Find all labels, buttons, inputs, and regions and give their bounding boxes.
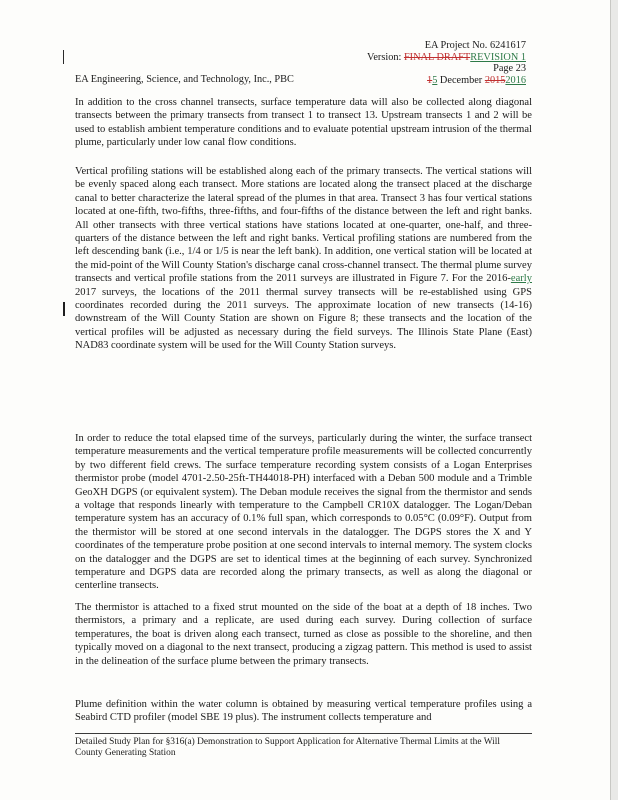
header-change-bar (63, 50, 64, 64)
date-deleted-day: 1 (427, 74, 433, 86)
footer-line-2: County Generating Station (75, 747, 176, 758)
paragraph-diagonal-transects: In addition to the cross channel transects, surface temperature data will also be collected along diagonal transects between the primary transects from transect 1 to transect 13. Upstream transects 1 and 2 will be used to establish ambient temperature conditions and to evaluate potential upstream intrusion of the thermal plume, particularly under low canal flow conditions. (75, 97, 532, 149)
paragraph-vertical-profiling (75, 165, 532, 353)
revision-change-bar (63, 302, 65, 316)
date-month: December (437, 74, 485, 86)
paragraph-vertical-profiling-part-b: 2017 surveys, the locations of the 2011 thermal survey transects will be re-established using GPS coordinates recorded during the 2011 surveys. The approximate location of new transects (14-16) downstream of the Will County Station are shown on Figure 8; these transects and the location of the vertical profiles will be adjusted as necessary during the field surveys. The Illinois State Plane (East) NAD83 coordinate system will be used for the Will County Station surveys. (75, 286, 532, 352)
paragraph-survey-equipment: In order to reduce the total elapsed time of the surveys, particularly during the winter, the surface transect temperature measurements and the vertical temperature profile measurements will be collected concurrently by two different field crews. The surface temperature recording system consists of a Logan Enterprises thermistor probe (model 4701-2.50-25ft-TH44018-PH) interfaced with a Deban 500 module and a Trimble GeoXH DGPS (or equivalent system). The Deban module receives the signal from the thermistor and sends a voltage that responds linearly with temperature to the Campbell CR10X datalogger. The Logan/Deban temperature system has an accuracy of 0.1% full span, which corresponds to 0.05°C (0.09°F). Output from the thermistor will be stored at one second intervals in the datalogger. The DGPS stores the X and Y coordinates of the temperature probe position at one second intervals to internal memory. The system clocks on the datalogger and the DGPS are set to identical times at the beginning of each survey. Synchronized temperature and DGPS data are recorded along the primary transects, as well as along the diagonal or centerline transects. (75, 433, 532, 592)
date-deleted-year: 2015 (484, 74, 506, 86)
page-edge-shadow (611, 0, 618, 800)
header-right-block (367, 40, 526, 86)
paragraph-thermistor: The thermistor is attached to a fixed strut mounted on the side of the boat at a depth of 18 inches. Two thermistors, a primary and a replicate, are used during each survey. During collection of surface temperatures, the boat is driven along each transect, turned as close as possible to the shoreline, and then typically moved on a diagonal to the next transect, producing a zigzag pattern. This method is used to assist in the delineation of the surface plume between the primary transects. (75, 602, 532, 667)
version-line (367, 52, 526, 64)
date-line (367, 75, 526, 87)
version-label: Version: (367, 51, 404, 63)
page-number: Page 23 (493, 63, 526, 75)
paragraph-vertical-profiling-part-a: Vertical profiling stations will be established along each of the primary transects. The vertical stations will be evenly spaced along each transect. More stations are located along the transect placed at the discharge canal to better characterize the lateral spread of the plumes in that area. Transect 3 has four vertical stations located at one-fifth, two-fifths, three-fifths, and four-fifths of the distance between the left and right banks. All other transects with three vertical stations have stations located at one-quarter, one-half, and three-quarters of the distance between the left and right banks. Vertical profiling stations are numbered from the left descending bank (i.e., 1/4 or 1/5 is near the left bank). In addition, one vertical station will be located at the mid-point of the Will County Station's discharge canal cross-channel transect. The thermal plume survey transects and vertical profile stations from the 2011 surveys are illustrated in Figure 7. For the 2016- (75, 166, 532, 285)
footer-rule (75, 733, 532, 734)
company-name: EA Engineering, Science, and Technology, Inc., PBC (75, 74, 294, 85)
footer-line-1: Detailed Study Plan for §316(a) Demonstration to Support Application for Alternative Thermal Limits at the Will (75, 737, 500, 747)
inserted-text-early: early (510, 273, 532, 285)
version-inserted: REVISION 1 (470, 51, 526, 63)
version-deleted: FINAL DRAFT (403, 51, 471, 63)
paragraph-plume-definition: Plume definition within the water column is obtained by measuring vertical temperature profiles using a Seabird CTD profiler (model SBE 19 plus). The instrument collects temperature and (75, 699, 532, 724)
date-inserted-year: 2016 (505, 74, 526, 86)
project-number: EA Project No. 6241617 (424, 40, 526, 51)
date-inserted-day: 5 (432, 74, 438, 86)
footer (75, 737, 535, 759)
